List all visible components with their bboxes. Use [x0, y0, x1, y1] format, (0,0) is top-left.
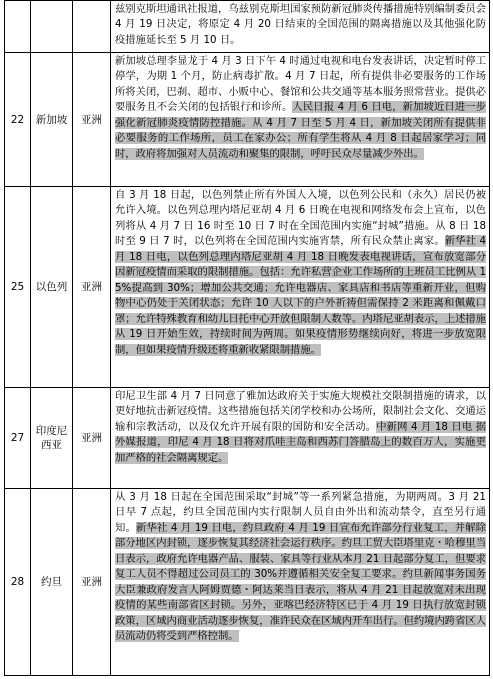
measures-cell	[111, 1, 490, 53]
update-highlight: 中新网 4 月 18 日电 据外媒报道，印尼 4 月 18 日将对爪哇主岛和西苏门答腊岛上的数百万人，实施更加严格的社会隔离规定。	[115, 420, 486, 464]
measures-cell	[111, 388, 490, 489]
table-row	[5, 489, 490, 676]
row-number-cell	[5, 388, 31, 489]
measures-text: 从 3 月 18 日起在全国范围采取“封城”等一系列紧急措施，为期两周。3 月 21 日早 7 点起，约旦全国范围内实行限制人员自由外出和流动禁令，直至另行通知。	[115, 491, 486, 534]
country-name: 新加坡	[35, 113, 68, 126]
measures-text: 印尼卫生部 4 月 7 日同意了雅加达政府关于实施大规模社交限制措施的请求，以更好地抗击新冠疫情。这些措施包括关闭学校和办公场所，限制社会文化、交通运输和宗教活动，以及仅允许开展有限的国防和安全活动。	[115, 390, 486, 433]
region-name: 亚洲	[81, 113, 102, 126]
row-number-cell	[5, 53, 31, 187]
country-cell	[31, 187, 73, 388]
country-cell	[31, 53, 73, 187]
table-row	[5, 53, 490, 187]
policy-table	[4, 0, 490, 676]
measures-text: 自 3 月 18 日起，以色列禁止所有外国人入境，以色列公民和（永久）居民仍被允许入境。以色列总理内塔尼亚胡 4 月 6 日晚在电视和网络发布会上宣布，以色列将从 4 月 7 日 16 时至 10 日 7 时在全国范围内实施“封城”措施。从 8 日 18 时至 9 日 7 时，以色列将在全国范围内实施宵禁，所有民众禁止离家。	[115, 189, 486, 248]
measures-text: 新加坡总理李显龙于 4 月 3 日下午 4 时通过电视和电台发表讲话，决定暂时停工停学，为期 1 个月，防止病毒扩散。4 月 7 日起，所有提供非必要服务的工作场所将关闭，巴刹、超市、小贩中心、餐馆和公共交通等基本服务照常营业。提供必要服务且不会关闭的包括银行和诊所。	[115, 55, 486, 114]
row-number: 22	[10, 113, 25, 126]
measures-cell	[111, 187, 490, 388]
region-name: 亚洲	[81, 576, 102, 588]
row-number-cell	[5, 489, 31, 676]
region-cell	[73, 53, 111, 187]
table-row	[5, 388, 490, 489]
country-cell	[31, 489, 73, 676]
region-cell	[73, 388, 111, 489]
region-cell	[73, 187, 111, 388]
row-number: 28	[10, 576, 25, 588]
region-cell	[73, 489, 111, 676]
update-highlight: 人民日报 4 月 6 日电，新加坡近日进一步强化新冠肺炎疫情防控措施。从 4 月 7 日至 5 月 4 日，新加坡关闭所有提供非必要服务的工作场所，员工在家办公；所有学生将从 4 月 8 日起居家学习；同时，政府将加强对人员流动和聚集的限制，呼吁民众尽量减少外出。	[115, 101, 487, 160]
country-name: 印度尼西亚	[35, 425, 68, 451]
update-highlight: 新华社 4 月 18 日电，以色列总理内塔尼亚胡 4 月 18 日晚发表电视讲话，宣布放宽部分因新冠疫情而采取的限制措施。包括：允许私营企业工作场所的上班员工比例从 15%提高到 30%；增加公共交通；允许电器店、家具店和书店等重新开业，但购物中心仍处于关闭状态；允许 10 人以下的户外祈祷但需保持 2 米距离和佩戴口罩；允许特殊教育和幼儿日托中心开放但限制人数等。内塔尼亚胡表示，上述措施从 19 日开始生效，持续时间为两周。如果疫情形势继续向好，将进一步放宽限制，但如果疫情升级还将重新收紧限制措施。	[115, 235, 486, 356]
measures-cell	[111, 489, 490, 676]
country-cell	[31, 1, 73, 53]
row-number-cell	[5, 187, 31, 388]
region-cell	[73, 1, 111, 53]
country-name: 约旦	[41, 576, 62, 588]
table-row	[5, 187, 490, 388]
row-number: 27	[10, 432, 25, 444]
region-name: 亚洲	[81, 281, 102, 293]
row-number: 25	[10, 281, 25, 293]
row-number-cell	[5, 1, 31, 53]
update-highlight: 新华社 4 月 19 日电，约旦政府 4 月 19 日宣布允许部分行业复工，并解除部分地区内封锁，逐步恢复其经济社会运行秩序。约旦工贸大臣塔里克・哈穆里当日表示，政府允许电器产品、服装、家具等行业从本月 21 日起部分复工，但要求复工人员不得超过公司员工的 30%并遵循相关安全复工要求。约旦新闻事务国务大臣兼政府发言人阿姆贾德・阿达莱当日表示，将从 4 月 21 日起放宽对未出现疫情的某些南部省区封锁。另外，亚喀巴经济特区已于 4 月 19 日执行放宽封锁政策，区域内商业活动逐步恢复，准许民众在区域内开车出行。但约境内跨省区人员流动仍将受到严格控制。	[115, 521, 486, 643]
region-name: 亚洲	[81, 432, 102, 444]
measures-cell	[111, 53, 490, 187]
country-cell	[31, 388, 73, 489]
country-name: 以色列	[35, 281, 68, 293]
table-row	[5, 1, 490, 53]
measures-text: 兹别克斯坦通讯社报道，乌兹别克斯坦国家预防新冠肺炎传播措施特别编制委员会 4 月 19 日决定，将原定 4 月 20 日结束的全国范围的隔离措施以及其他强化防疫措施延长至 5 月 10 日。	[115, 3, 486, 46]
